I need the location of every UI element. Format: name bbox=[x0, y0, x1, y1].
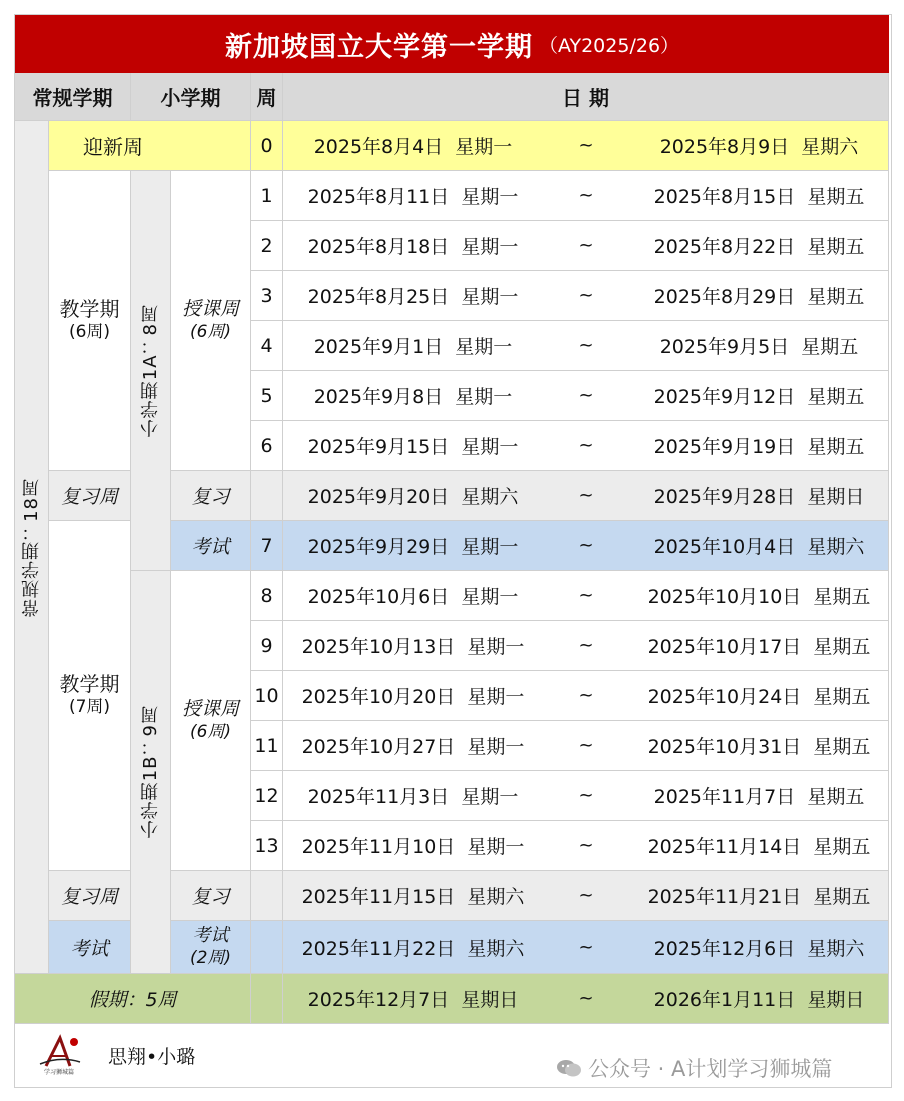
date-range-row bbox=[283, 771, 889, 821]
header-week: 周 bbox=[251, 73, 283, 121]
week-number: 1 bbox=[251, 171, 283, 221]
end-date: 2025年8月22日 星期五 bbox=[653, 236, 865, 258]
start-date: 2025年8月11日 星期一 bbox=[307, 186, 519, 208]
date-range-row bbox=[283, 221, 889, 271]
date-separator: ~ bbox=[578, 635, 594, 656]
week-number: 5 bbox=[251, 371, 283, 421]
end-date: 2025年8月29日 星期五 bbox=[653, 286, 865, 308]
week-number: 9 bbox=[251, 621, 283, 671]
date-range-row bbox=[283, 621, 889, 671]
teaching-period-count: (7周) bbox=[68, 697, 111, 718]
exam-count: (2周) bbox=[189, 947, 232, 968]
week-number-empty bbox=[251, 974, 283, 1024]
date-separator: ~ bbox=[578, 185, 594, 206]
date-range-row bbox=[283, 821, 889, 871]
end-date: 2025年9月19日 星期五 bbox=[653, 436, 865, 458]
end-date: 2025年10月24日 星期五 bbox=[647, 686, 871, 708]
holiday-label: 假期：5周 bbox=[15, 974, 251, 1024]
week-number: 13 bbox=[251, 821, 283, 871]
date-range-row bbox=[283, 321, 889, 371]
date-range-row bbox=[283, 721, 889, 771]
lecture-weeks-1 bbox=[171, 171, 251, 471]
start-date: 2025年8月18日 星期一 bbox=[307, 236, 519, 258]
date-separator: ~ bbox=[578, 685, 594, 706]
exam-label: 考试 bbox=[192, 925, 229, 947]
week-number: 10 bbox=[251, 671, 283, 721]
end-date: 2025年10月17日 星期五 bbox=[647, 636, 871, 658]
end-date: 2025年9月28日 星期日 bbox=[653, 486, 865, 508]
start-date: 2025年11月3日 星期一 bbox=[307, 786, 519, 808]
teaching-period-label: 教学期 bbox=[59, 297, 120, 322]
date-range-row bbox=[283, 571, 889, 621]
lecture-weeks-count: (6周) bbox=[189, 321, 232, 342]
teaching-period-1 bbox=[49, 171, 131, 471]
start-date: 2025年9月15日 星期一 bbox=[307, 436, 519, 458]
end-date: 2026年1月11日 星期日 bbox=[653, 989, 865, 1011]
date-separator: ~ bbox=[578, 885, 594, 906]
date-separator: ~ bbox=[578, 285, 594, 306]
final-exam-label: 考试 bbox=[49, 921, 131, 974]
start-date: 2025年10月6日 星期一 bbox=[307, 586, 519, 608]
start-date: 2025年10月20日 星期一 bbox=[301, 686, 525, 708]
week-number: 0 bbox=[251, 121, 283, 171]
date-separator: ~ bbox=[578, 435, 594, 456]
date-range-row bbox=[283, 271, 889, 321]
lecture-weeks-label: 授课周 bbox=[181, 698, 239, 720]
wechat-text: 公众号 · A计划学习狮城篇 bbox=[588, 1057, 833, 1081]
end-date: 2025年11月7日 星期五 bbox=[653, 786, 865, 808]
week-number-empty bbox=[251, 871, 283, 921]
start-date: 2025年9月8日 星期一 bbox=[313, 386, 513, 408]
end-date: 2025年10月10日 星期五 bbox=[647, 586, 871, 608]
date-range-row bbox=[283, 471, 889, 521]
start-date: 2025年10月27日 星期一 bbox=[301, 736, 525, 758]
start-date: 2025年9月20日 星期六 bbox=[307, 486, 519, 508]
date-range-row bbox=[283, 871, 889, 921]
regular-term-cell bbox=[15, 121, 49, 974]
final-exam-sub bbox=[171, 921, 251, 974]
date-separator: ~ bbox=[578, 936, 594, 958]
week-number: 6 bbox=[251, 421, 283, 471]
subterm-1a-label: 小学期1A：8周 bbox=[139, 303, 161, 438]
page-title: 新加坡国立大学第一学期 bbox=[224, 31, 533, 63]
week-number-empty bbox=[251, 471, 283, 521]
date-range-row bbox=[283, 121, 889, 171]
end-date: 2025年9月12日 星期五 bbox=[653, 386, 865, 408]
week-number: 7 bbox=[251, 521, 283, 571]
end-date: 2025年10月31日 星期五 bbox=[647, 736, 871, 758]
date-range-row bbox=[283, 521, 889, 571]
regular-term-label: 常规学期：18周 bbox=[20, 477, 42, 617]
page-subtitle: （AY2025/26） bbox=[538, 34, 680, 57]
start-date: 2025年9月29日 星期一 bbox=[307, 536, 519, 558]
date-range-row bbox=[283, 671, 889, 721]
date-separator: ~ bbox=[578, 735, 594, 756]
week-number: 4 bbox=[251, 321, 283, 371]
revision-week-label: 复习周 bbox=[49, 471, 131, 521]
lecture-weeks-count: (6周) bbox=[189, 721, 232, 742]
start-date: 2025年11月22日 星期六 bbox=[301, 937, 525, 960]
teaching-period-2 bbox=[49, 521, 131, 871]
week-number: 11 bbox=[251, 721, 283, 771]
week-number: 12 bbox=[251, 771, 283, 821]
teaching-period-label: 教学期 bbox=[59, 672, 120, 697]
date-separator: ~ bbox=[578, 135, 594, 156]
end-date: 2025年11月14日 星期五 bbox=[647, 836, 871, 858]
end-date: 2025年8月15日 星期五 bbox=[653, 186, 865, 208]
date-range-row bbox=[283, 974, 889, 1024]
start-date: 2025年11月15日 星期六 bbox=[301, 886, 525, 908]
header-subterm: 小学期 bbox=[131, 73, 251, 121]
logo-caption: 学习狮城篇 bbox=[44, 1069, 75, 1076]
week-number: 8 bbox=[251, 571, 283, 621]
end-date: 2025年10月4日 星期六 bbox=[653, 536, 865, 558]
end-date: 2025年9月5日 星期五 bbox=[659, 336, 859, 358]
week-number: 3 bbox=[251, 271, 283, 321]
date-separator: ~ bbox=[578, 585, 594, 606]
date-range-row bbox=[283, 171, 889, 221]
wechat-icon bbox=[556, 1058, 582, 1078]
title-bar bbox=[15, 15, 889, 73]
date-separator: ~ bbox=[578, 385, 594, 406]
end-date: 2025年8月9日 星期六 bbox=[659, 136, 859, 158]
brand-name: 思翔•小璐 bbox=[108, 1046, 196, 1068]
start-date: 2025年11月10日 星期一 bbox=[301, 836, 525, 858]
week-number: 2 bbox=[251, 221, 283, 271]
revision-label: 复习 bbox=[171, 871, 251, 921]
date-separator: ~ bbox=[578, 535, 594, 556]
start-date: 2025年10月13日 星期一 bbox=[301, 636, 525, 658]
date-separator: ~ bbox=[578, 235, 594, 256]
revision-label: 复习 bbox=[171, 471, 251, 521]
subterm-1a-cell bbox=[131, 171, 171, 571]
end-date: 2025年11月21日 星期五 bbox=[647, 886, 871, 908]
revision-week-label: 复习周 bbox=[49, 871, 131, 921]
date-range-row bbox=[283, 371, 889, 421]
header-date: 日 期 bbox=[283, 73, 889, 121]
date-separator: ~ bbox=[578, 988, 594, 1009]
logo-icon bbox=[36, 1034, 96, 1076]
end-date: 2025年12月6日 星期六 bbox=[653, 937, 865, 960]
subterm-1b-label: 小学期1B：9周 bbox=[139, 705, 161, 839]
start-date: 2025年9月1日 星期一 bbox=[313, 336, 513, 358]
lecture-weeks-2 bbox=[171, 571, 251, 871]
exam-label: 考试 bbox=[171, 521, 251, 571]
wechat-attribution bbox=[556, 1053, 832, 1083]
date-separator: ~ bbox=[578, 485, 594, 506]
date-separator: ~ bbox=[578, 835, 594, 856]
date-separator: ~ bbox=[578, 785, 594, 806]
date-range-row bbox=[283, 921, 889, 974]
teaching-period-count: (6周) bbox=[68, 322, 111, 343]
orientation-label: 迎新周 bbox=[49, 121, 251, 171]
date-separator: ~ bbox=[578, 335, 594, 356]
start-date: 2025年8月4日 星期一 bbox=[313, 136, 513, 158]
start-date: 2025年12月7日 星期日 bbox=[307, 989, 519, 1011]
start-date: 2025年8月25日 星期一 bbox=[307, 286, 519, 308]
week-number-empty bbox=[251, 921, 283, 974]
subterm-1b-cell bbox=[131, 571, 171, 974]
lecture-weeks-label: 授课周 bbox=[181, 298, 239, 320]
date-range-row bbox=[283, 421, 889, 471]
header-term: 常规学期 bbox=[15, 73, 131, 121]
